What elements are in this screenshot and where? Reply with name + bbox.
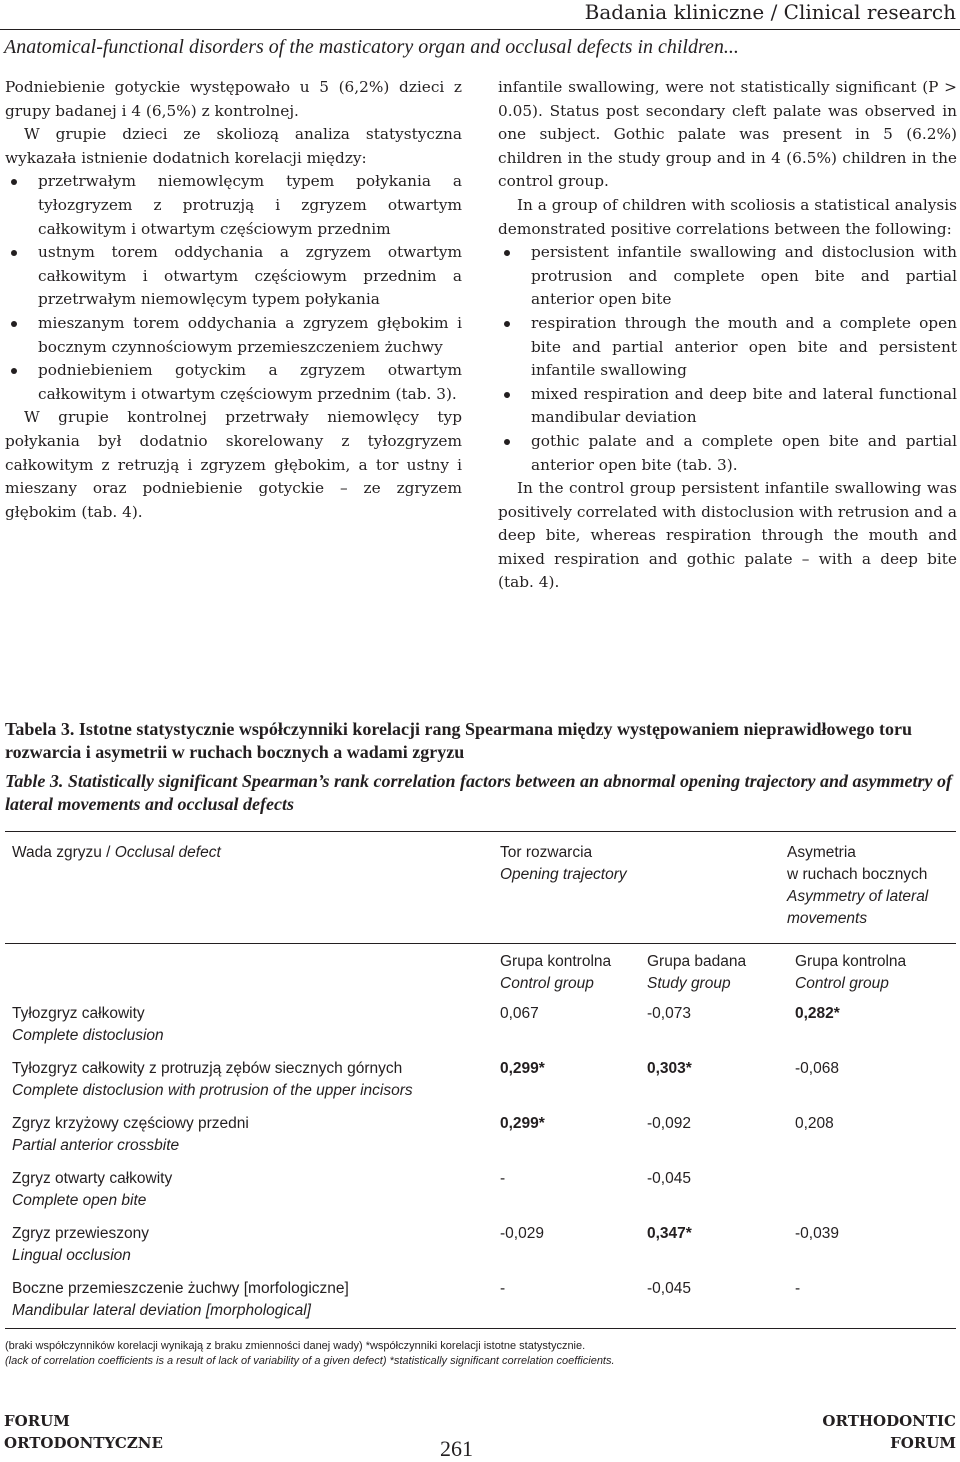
table-cell: - [500,1280,506,1297]
table-cell: - [795,1280,801,1297]
table-row: Zgryz przewieszony Lingual occlusion [12,1225,149,1264]
footer-journal-en: ORTHODONTIC FORUM [822,1412,956,1452]
paragraph: Podniebienie gotyckie występowało u 5 (6,2%) dzieci z grupy badanej i 4 (6,5%) z kontrolnej. [5,78,462,120]
table-caption-pl: Tabela 3. Istotne statystycznie współczynniki korelacji rang Spearmana między występowaniem nieprawidłowego toru rozwarcia i asymetrii w ruchach bocznych a wadami zgryzu [5,719,912,762]
subheader-study: Grupa badana Study group [647,953,747,992]
col-header-defect: Wada zgryzu / Occlusal defect [12,844,221,861]
table-row: Zgryz otwarty całkowity Complete open bite [12,1170,173,1209]
table-row: Zgryz krzyżowy częściowy przedni Partial anterior crossbite [12,1115,249,1154]
list-item: persistent infantile swallowing and distoclusion with protrusion and complete open bite and partial anterior open bite [498,241,957,312]
right-column [498,76,957,595]
section-header: Badania kliniczne / Clinical research [584,0,956,24]
paragraph: In a group of children with scoliosis a statistical analysis demonstrated positive correlations between the following: [498,195,957,238]
left-column [5,76,462,524]
col-header-opening: Tor rozwarcia Opening trajectory [500,844,627,883]
table-cell: -0,068 [795,1060,839,1077]
list-item: mixed respiration and deep bite and lateral functional mandibular deviation [498,383,957,430]
list-item: podniebieniem gotyckim a zgryzem otwartym całkowitym i otwartym częściowym przednim (tab. 3). [5,359,462,406]
table-note-en: (lack of correlation coefficients is a result of lack of variability of a given defect) *statistically significant correlation coefficients. [5,1355,615,1367]
table-row: Boczne przemieszczenie żuchwy [morfologiczne] Mandibular lateral deviation [morphological] [12,1280,349,1319]
header-divider [0,29,960,30]
paragraph: In the control group persistent infantile swallowing was positively correlated with distoclusion with retrusion and a deep bite, whereas respiration through the mouth and mixed respiration and gothic palate – with a deep bite (tab. 4). [498,479,957,592]
table-bottom-rule [5,1328,956,1329]
table-cell: -0,045 [647,1280,691,1297]
paragraph: W grupie dzieci ze skoliozą analiza statystyczna wykazała istnienie dodatnich korelacji między: [5,125,462,167]
table-cell: -0,092 [647,1115,691,1132]
list-item: ustnym torem oddychania a zgryzem otwartym całkowitym i otwartym częściowym przednim a przetrwałym niemowlęcym typem połykania [5,241,462,312]
table-note-pl: (braki współczynników korelacji wynikają z braku zmienności danej wady) *współczynniki korelacji istotne statystycznie. [5,1340,586,1352]
list-item: mieszanym torem oddychania a zgryzem głębokim i bocznym czynnościowym przemieszczeniem żuchwy [5,312,462,359]
running-title: Anatomical-functional disorders of the masticatory organ and occlusal defects in children... [4,36,739,58]
bullet-list [5,170,462,406]
table-top-rule [5,831,956,832]
subheader-control: Grupa kontrolna Control group [500,953,612,992]
paragraph: infantile swallowing, were not statistically significant (P > 0.05). Status post secondary cleft palate was observed in one subject. Gothic palate was present in 5 (6.2%) children in the study group and in 4 (6.5%) children in the control group. [498,78,957,191]
page-number: 261 [440,1436,473,1461]
list-item: gothic palate and a complete open bite and partial anterior open bite (tab. 3). [498,430,957,477]
list-item: przetrwałym niemowlęcym typem połykania a tyłozgryzem z protruzją i zgryzem otwartym całkowitym i otwartym częściowym przednim [5,170,462,241]
table-cell: -0,045 [647,1170,691,1187]
table-cell: - [500,1170,506,1187]
table-cell: 0,303* [647,1060,692,1077]
table-cell: 0,347* [647,1225,692,1242]
table-cell: -0,039 [795,1225,839,1242]
footer-journal-pl: FORUM ORTODONTYCZNE [4,1412,163,1452]
table-header-rule [5,943,956,944]
table-cell: -0,029 [500,1225,544,1242]
table-cell: 0,299* [500,1115,545,1132]
table-cell: -0,073 [647,1005,691,1022]
paragraph: W grupie kontrolnej przetrwały niemowlęcy typ połykania był dodatnio skorelowany z tyłozgryzem całkowitym z retruzją i zgryzem głębokim, a tor ustny i mieszany oraz podniebienie gotyckie – ze zgryzem głębokim (tab. 4). [5,408,462,521]
bullet-list [498,241,957,477]
col-header-asymmetry: Asymetria w ruchach bocznych Asymmetry of lateral movements [787,844,929,927]
table-cell: 0,299* [500,1060,545,1077]
table-row: Tyłozgryz całkowity Complete distoclusion [12,1005,164,1044]
table-cell: 0,208 [795,1115,834,1132]
table-cell: 0,067 [500,1005,539,1022]
subheader-control-2: Grupa kontrolna Control group [795,953,907,992]
table-cell: 0,282* [795,1005,840,1022]
list-item: respiration through the mouth and a complete open bite and partial anterior open bite and persistent infantile swallowing [498,312,957,383]
table-caption-en: Table 3. Statistically significant Spearman’s rank correlation factors between an abnormal opening trajectory and asymmetry of lateral movements and occlusal defects [5,771,953,814]
table-row: Tyłozgryz całkowity z protruzją zębów siecznych górnych Complete distoclusion with protrusion of the upper incisors [12,1060,413,1099]
